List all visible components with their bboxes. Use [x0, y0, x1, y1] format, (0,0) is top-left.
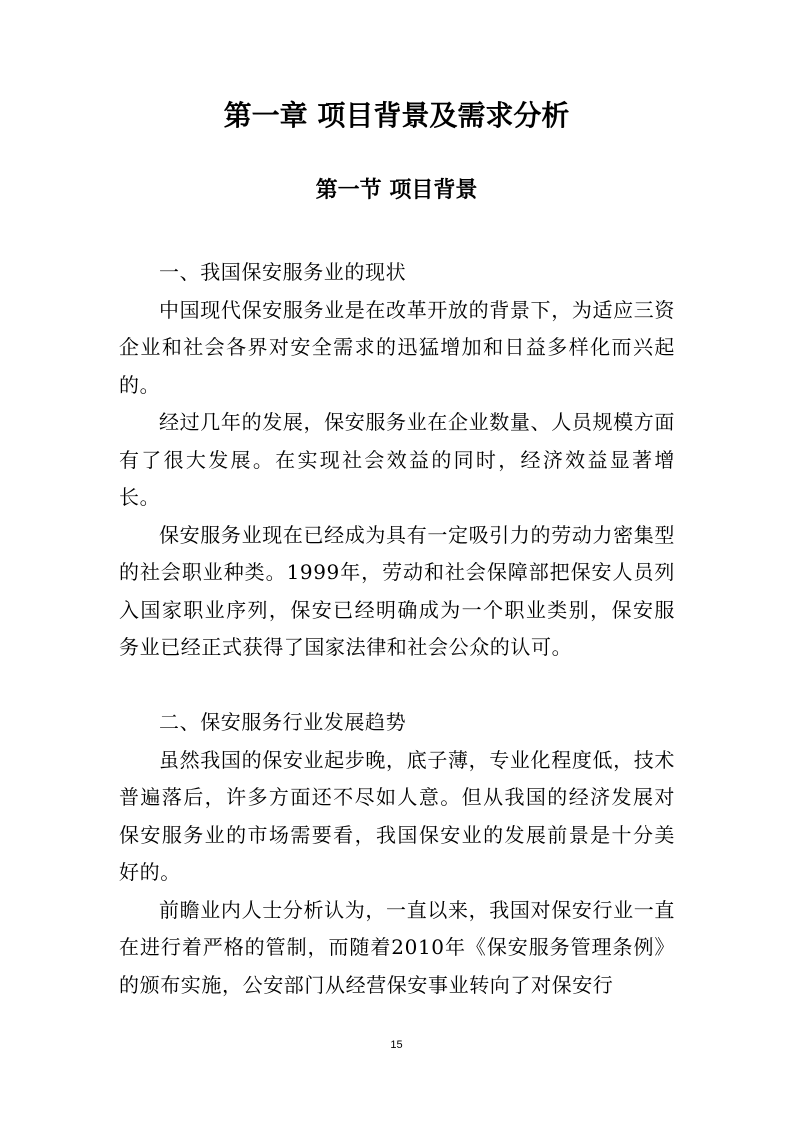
subsection-heading-trends: 二、保安服务行业发展趋势 — [159, 710, 407, 734]
paragraph: 虽然我国的保安业起步晚，底子薄，专业化程度低，技术普遍落后，许多方面还不尽如人意。但从我国的经济发展对保安服务业的市场需要看，我国保安业的发展前景是十分美好的。 — [119, 747, 675, 884]
section-title: 第一节 项目背景 — [315, 178, 478, 203]
paragraph: 保安服务业现在已经成为具有一定吸引力的劳动力密集型的社会职业种类。1999年，劳动和社会保障部把保安人员列入国家职业序列，保安已经明确成为一个职业类别，保安服务业已经正式获得了国家法律和社会公众的认可。 — [119, 522, 675, 659]
body-text — [119, 254, 675, 1004]
page-number: 15 — [390, 1039, 403, 1051]
paragraph: 中国现代保安服务业是在改革开放的背景下，为适应三资企业和社会各界对安全需求的迅猛增加和日益多样化而兴起的。 — [119, 297, 675, 397]
subsection-heading-current-status: 一、我国保安服务业的现状 — [159, 260, 407, 284]
paragraph: 经过几年的发展，保安服务业在企业数量、人员规模方面有了很大发展。在实现社会效益的同时，经济效益显著增长。 — [119, 410, 675, 509]
chapter-title: 第一章 项目背景及需求分析 — [223, 99, 570, 132]
paragraph: 前瞻业内人士分析认为，一直以来，我国对保安行业一直在进行着严格的管制，而随着2010年《保安服务管理条例》的颁布实施，公安部门从经营保安事业转向了对保安行 — [119, 897, 675, 997]
